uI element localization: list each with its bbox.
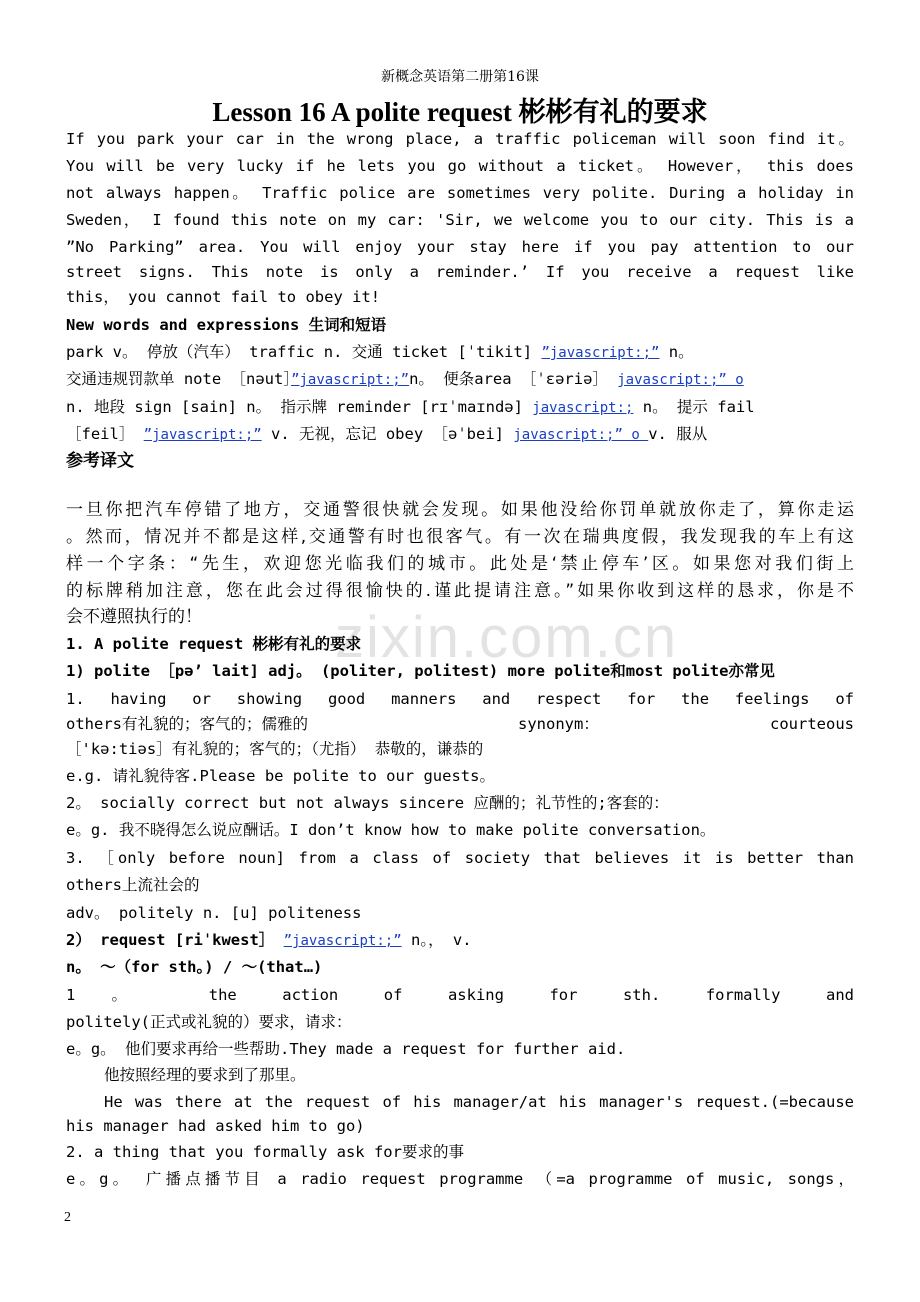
- note-line: e.g. 请礼貌待客.Please be polite to our guests。: [66, 767, 495, 785]
- note-text: 2） request [riˈkwest］: [66, 931, 284, 949]
- running-header: 新概念英语第二册第16课: [381, 69, 539, 85]
- vocab-link[interactable]: ”javascript:;”: [143, 427, 262, 443]
- note-line: [66, 661, 854, 681]
- vocab-text: n. 地段 sign [sain] n。 指示牌 reminder [rɪˈmaɪndə]: [66, 398, 533, 416]
- vocab-line: [66, 369, 854, 390]
- note-line: [66, 930, 854, 951]
- note-line: adv。 politely n. [u] politeness: [66, 904, 362, 922]
- note-text: others有礼貌的；客气的；儒雅的: [66, 715, 308, 733]
- note-line: 2。 socially correct but not always sincere 应酬的；礼节性的;客套的：: [66, 794, 669, 812]
- vocab-text: n。 便条area ［ˈɛəriə］: [409, 370, 618, 388]
- passage-line: Sweden， I found this note on my car: 'Sir, we welcome you to our city. This is a: [66, 211, 854, 229]
- note-line: 3. ［only before noun] from a class of society that believes it is better than: [66, 849, 854, 867]
- passage-line: street signs. This note is only a reminder.’ If you receive a request like: [66, 263, 854, 281]
- note-line: his manager had asked him to go): [66, 1117, 365, 1135]
- translation-line: 。然而，情况并不都是这样,交通警有时也很客气。有一次在瑞典度假，我发现我的车上有这: [66, 527, 854, 547]
- vocab-line: [66, 397, 854, 418]
- note-line: e。g。 广播点播节目 a radio request programme （=a programme of music, songs，: [66, 1170, 854, 1188]
- vocab-text: ［feil］: [66, 425, 144, 443]
- watermark: zixin.com.cn: [335, 605, 679, 670]
- passage-line: If you park your car in the wrong place, a traffic policeman will soon find it。: [66, 130, 854, 148]
- vocab-line: [66, 424, 854, 445]
- translation-line: 一旦你把汽车停错了地方，交通警很快就会发现。如果他没给你罚单就放你走了，算你走运: [66, 500, 854, 520]
- vocab-text: v. 服从: [648, 425, 708, 443]
- passage-line: You will be very lucky if he lets you go without a ticket。 However， this does: [66, 157, 854, 175]
- vocab-link[interactable]: javascript:;” o: [513, 427, 649, 443]
- vocab-link[interactable]: javascript:;” o: [617, 372, 744, 388]
- note-line: e。g. 我不晓得怎么说应酬话。I don’t know how to make polite conversation。: [66, 821, 716, 839]
- note-text: n。， v.: [401, 931, 472, 949]
- note-line: 1。 the action of asking for sth. formally and: [66, 986, 854, 1004]
- note-text: courteous: [770, 715, 854, 733]
- note-line: n。 ～（for sth。) / ～(that…): [66, 958, 323, 976]
- note-line: politely(正式或礼貌的）要求，请求：: [66, 1013, 352, 1031]
- vocab-link[interactable]: ”javascript:;”: [541, 345, 660, 361]
- vocab-text: park v。 停放（汽车） traffic n. 交通 ticket [ˈtikit]: [66, 343, 542, 361]
- translation-heading: 参考译文: [66, 451, 134, 471]
- passage-line: not always happen。 Traffic police are sometimes very polite. During a holiday in: [66, 184, 854, 202]
- note-line: [66, 714, 854, 734]
- translation-line: 样一个字条：“先生，欢迎您光临我们的城市。此处是‘禁止停车’区。如果您对我们街上: [66, 554, 854, 574]
- vocab-link[interactable]: ”javascript:;”: [291, 372, 410, 388]
- note-link[interactable]: ”javascript:;”: [283, 933, 402, 949]
- note-text: 1) polite ［pə’ lait] adj。 (politer, politest) more polite和most polite亦常见: [66, 662, 775, 680]
- page-number: 2: [64, 1210, 71, 1225]
- passage-line: ”No Parking” area. You will enjoy your stay here if you pay attention to our: [66, 238, 854, 256]
- note-line: 2. a thing that you formally ask for要求的事: [66, 1143, 464, 1161]
- vocab-text: n。: [659, 343, 694, 361]
- vocab-text: 交通违规罚款单 note ［nəut］: [66, 370, 292, 388]
- translation-line: 的标牌稍加注意，您在此会过得很愉快的.谨此提请注意。”如果你收到这样的恳求，你是不: [66, 581, 854, 601]
- note-line: e。g。 他们要求再给一些帮助.They made a request for further aid.: [66, 1040, 626, 1058]
- vocab-heading: New words and expressions 生词和短语: [66, 316, 387, 334]
- translation-line: 会不遵照执行的！: [66, 607, 202, 627]
- note-line: 1. having or showing good manners and respect for the feelings of: [66, 690, 854, 708]
- vocab-text: v. 无视，忘记 obey ［əˈbei]: [261, 425, 514, 443]
- vocab-line: [66, 342, 854, 363]
- note-heading: 1. A polite request 彬彬有礼的要求: [66, 635, 362, 653]
- note-line: others上流社会的: [66, 876, 200, 894]
- note-line: 他按照经理的要求到了那里。: [104, 1066, 306, 1084]
- note-line: He was there at the request of his manager/at his manager's request.(=because: [104, 1093, 854, 1111]
- vocab-text: n。 提示 fail: [633, 398, 755, 416]
- lesson-title: Lesson 16 A polite request 彬彬有礼的要求: [212, 97, 708, 127]
- vocab-link[interactable]: javascript:;: [532, 400, 634, 416]
- note-text: synonym：: [518, 715, 599, 733]
- passage-line: this， you cannot fail to obey it!: [66, 288, 381, 306]
- note-line: ［'kə:tiəs］有礼貌的；客气的；（尤指） 恭敬的，谦恭的: [66, 740, 484, 758]
